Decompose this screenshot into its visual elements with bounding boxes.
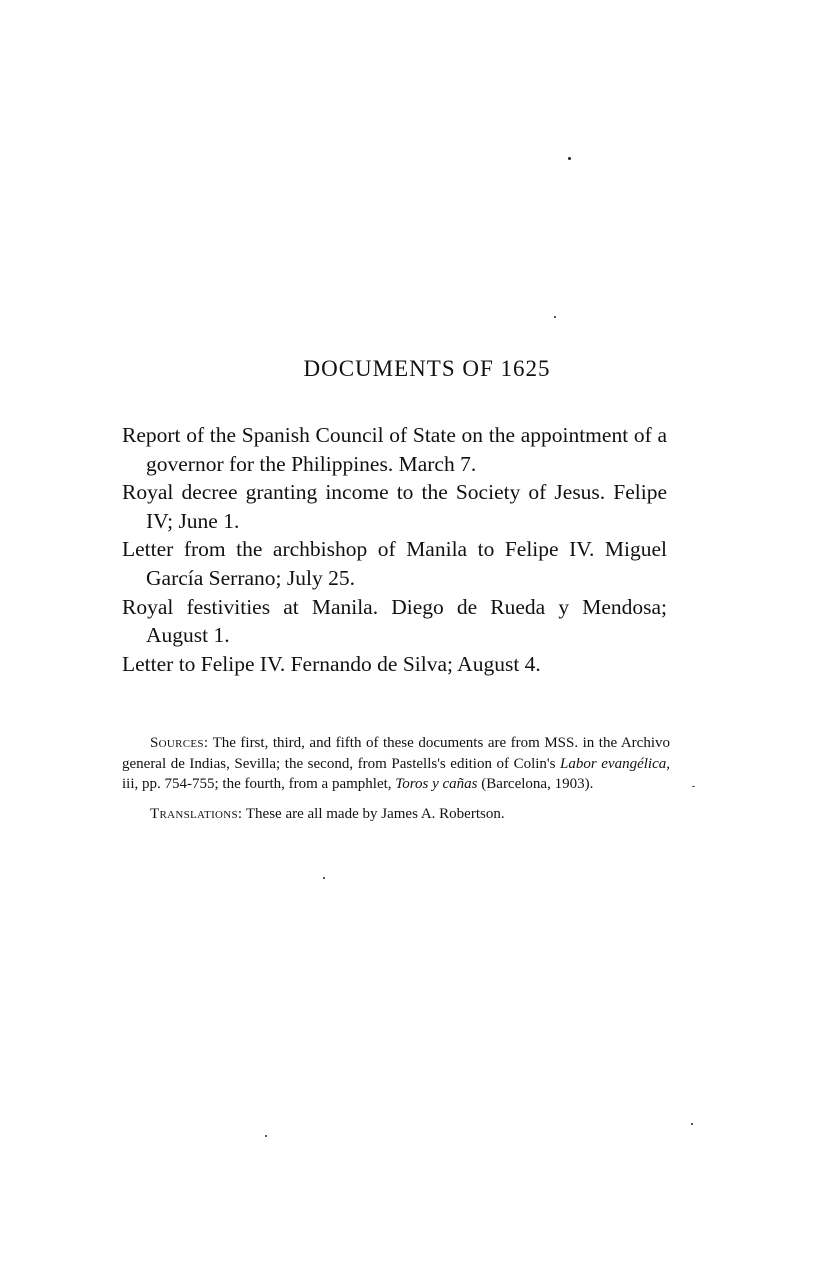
editorial-notes	[122, 733, 670, 833]
sources-note	[122, 733, 670, 795]
translations-label: Translations:	[150, 805, 243, 822]
page-title: DOCUMENTS OF 1625	[303, 356, 551, 381]
document-list	[122, 421, 667, 678]
list-item: Report of the Spanish Council of State on the appointment of a governor for the Philippines. March 7.	[122, 423, 667, 476]
list-item: Letter from the archbishop of Manila to Felipe IV. Miguel García Serrano; July 25.	[122, 537, 667, 590]
scan-speck	[691, 1123, 693, 1125]
sources-text-1: The first, third, and fifth of these documents are from MSS. in the Archivo general de Indias, Sevilla; the second, from Pastells's edition of Colin's	[122, 735, 670, 772]
scan-speck	[568, 157, 571, 160]
list-item: Royal decree granting income to the Society of Jesus. Felipe IV; June 1.	[122, 480, 667, 533]
sources-text-2: iii, pp. 754-755; the fourth, from a pamphlet,	[122, 776, 392, 792]
sources-work-1: Labor evangélica,	[560, 755, 671, 772]
scan-speck	[692, 786, 695, 787]
list-item: Letter to Felipe IV. Fernando de Silva; August 4.	[122, 651, 541, 676]
sources-label: Sources:	[150, 735, 209, 751]
sources-work-2: Toros y cañas	[395, 776, 478, 792]
scan-speck	[265, 1135, 267, 1137]
scan-speck	[323, 877, 325, 879]
scan-speck	[554, 316, 556, 318]
list-item: Royal festivities at Manila. Diego de Rueda y Mendosa; August 1.	[122, 594, 667, 648]
translations-note	[122, 804, 670, 825]
sources-text-3: (Barcelona, 1903).	[481, 776, 594, 792]
translations-text: These are all made by James A. Robertson.	[245, 805, 505, 822]
